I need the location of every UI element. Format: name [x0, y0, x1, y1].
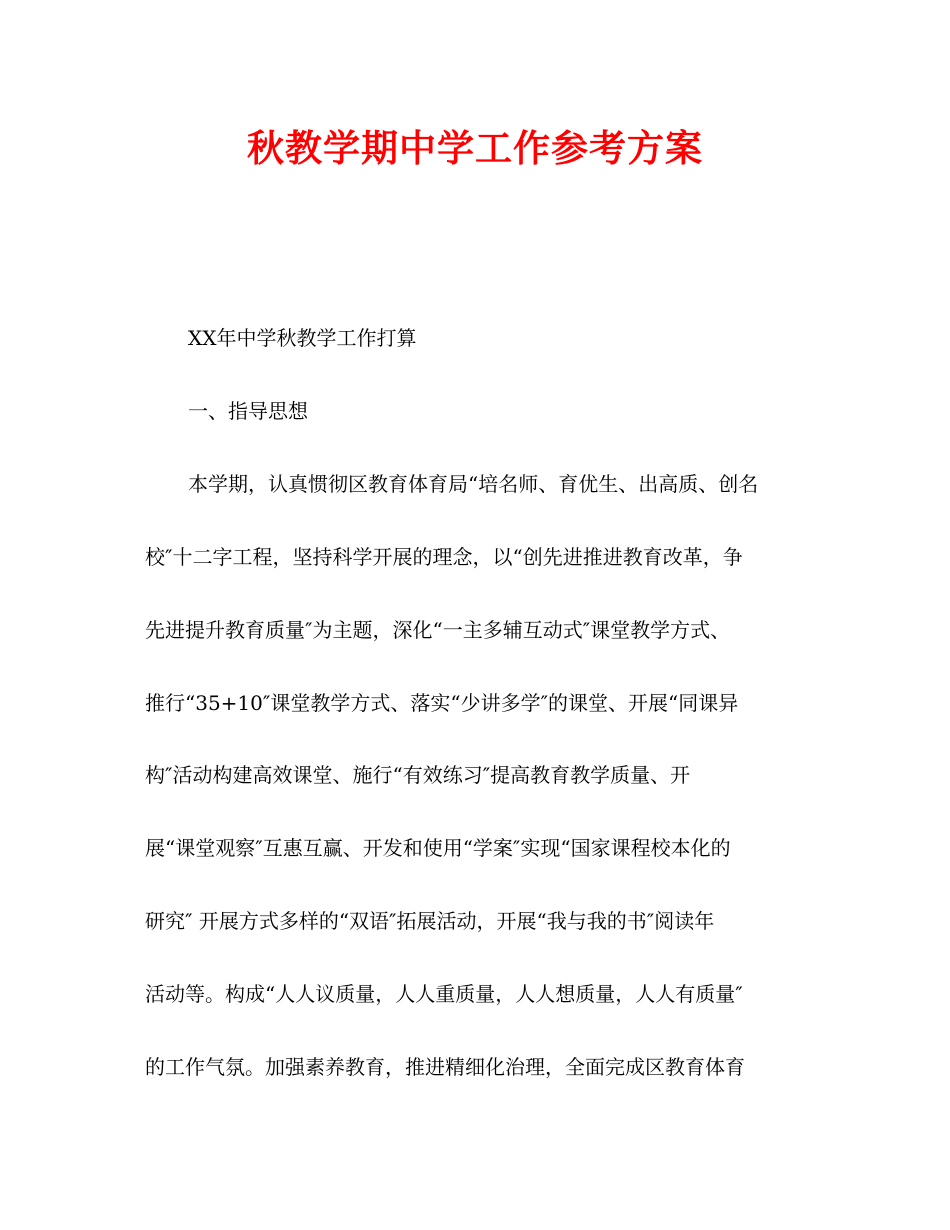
paragraph-line: 先进提升教育质量″为主题，深化“一主多辅互动式″课堂教学方式、: [145, 618, 731, 642]
paragraph-line: 活动等。构成“人人议质量，人人重质量，人人想质量，人人有质量″: [145, 982, 743, 1006]
document-title: 秋教学期中学工作参考方案: [247, 127, 703, 170]
paragraph-line: 校″十二字工程，坚持科学开展的理念，以“创先进推进教育改革，争: [145, 545, 743, 569]
paragraph-line: 的工作气氛。加强素养教育，推进精细化治理，全面完成区教育体育: [145, 1055, 745, 1079]
plan-heading: XX年中学秋教学工作打算: [188, 326, 417, 350]
paragraph-line: 本学期，认真惯彻区教育体育局“培名师、育优生、出高质、创名: [188, 472, 759, 496]
paragraph-line: 展“课堂观察″互惠互赢、开发和使用“学案″实现“国家课程校本化的: [145, 836, 731, 860]
section-heading-guiding-ideology: 一、指导思想: [188, 399, 308, 423]
paragraph-line: 构″活动构建高效课堂、施行“有效练习″提高教育教学质量、开: [145, 763, 691, 787]
paragraph-line: 研究″ 开展方式多样的“双语″拓展活动，开展“我与我的书″阅读年: [145, 909, 715, 933]
paragraph-line: 推行“35+10″课堂教学方式、落实“少讲多学″的课堂、开展“同课异: [145, 691, 739, 715]
